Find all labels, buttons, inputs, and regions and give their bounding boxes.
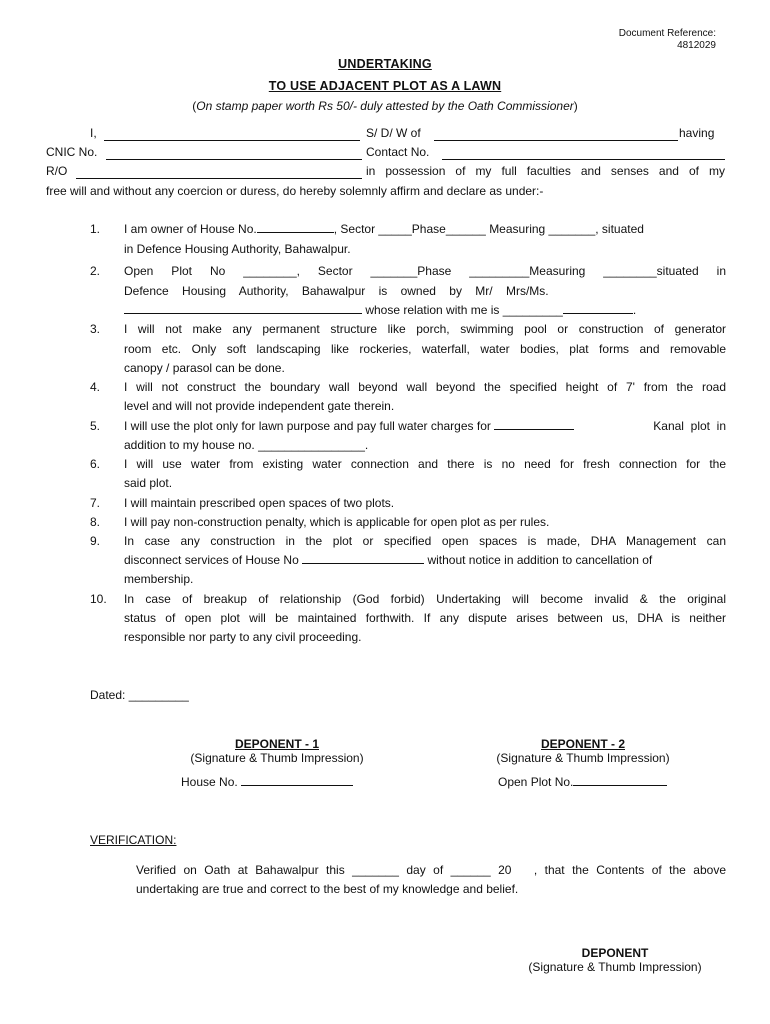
clause-7 xyxy=(0,495,770,511)
document-reference xyxy=(619,28,716,52)
owner-name-blank[interactable] xyxy=(124,302,362,314)
open-plot-no-label: Open Plot No. xyxy=(498,775,574,789)
deponent-1-title: DEPONENT - 1 xyxy=(234,737,319,751)
clause-5-period: . xyxy=(364,438,369,452)
paren-close: ) xyxy=(573,99,578,113)
having-label: having xyxy=(679,126,715,140)
clause-2-line-3 xyxy=(124,302,636,318)
clause-1 xyxy=(0,221,770,237)
open-plot-no-field xyxy=(498,774,667,790)
clause-10-line-1: In case of breakup of relationship (God forbid) Undertaking will become invalid & the original xyxy=(124,592,726,606)
clause-number: 4. xyxy=(90,380,101,394)
clause-4-line-2: level and will not provide independent gate therein. xyxy=(124,399,395,413)
deponent-2-title: DEPONENT - 2 xyxy=(540,737,625,751)
relation-blank[interactable] xyxy=(563,302,633,314)
clause-9-line-2 xyxy=(124,552,726,568)
clause-5-line-2 xyxy=(124,437,726,453)
clause-2-line-2: Defence Housing Authority, Bahawalpur is owned by Mr/ Mrs/Ms. xyxy=(124,284,549,298)
possession-text: in possession of my full faculties and senses and of my xyxy=(366,164,725,178)
name-blank[interactable] xyxy=(104,129,360,141)
clause-6-line-2: said plot. xyxy=(124,476,173,490)
clause-5-line-2-text: addition to my house no. ________________ xyxy=(124,438,365,452)
clause-1-text-b: , Sector _____Phase______ Measuring _______, situated xyxy=(333,222,644,236)
clause-10-line-3: responsible nor party to any civil proceeding. xyxy=(124,630,362,644)
clause-2-relation-text: whose relation with me is _________ xyxy=(365,303,563,317)
clause-6-line-1: I will use water from existing water connection and there is no need for fresh connection for the xyxy=(124,457,726,471)
contact-label: Contact No. xyxy=(366,145,430,159)
document-reference-value: 4812029 xyxy=(677,40,716,51)
clause-number: 7. xyxy=(90,496,101,510)
clause-number: 10. xyxy=(90,592,107,606)
kanal-blank[interactable] xyxy=(494,418,574,430)
clause-7-line-1: I will maintain prescribed open spaces of two plots. xyxy=(124,496,395,510)
clause-5-text-b: Kanal plot in xyxy=(653,419,726,433)
clause-3-line-1: I will not make any permanent structure like porch, swimming pool or construction of generator xyxy=(124,322,726,336)
clause-9-line-3: membership. xyxy=(124,572,194,586)
clause-10 xyxy=(0,591,770,607)
clause-4-line-1: I will not construct the boundary wall beyond wall beyond the specified height of 7' from the road xyxy=(124,380,726,394)
house-no-signature-blank[interactable] xyxy=(241,774,353,786)
clause-number: 1. xyxy=(90,222,101,236)
paren-open: ( xyxy=(192,99,197,113)
clause-6 xyxy=(0,456,770,472)
clause-9-text-a: disconnect services of House No xyxy=(124,553,299,567)
cnic-blank[interactable] xyxy=(106,148,362,160)
clause-number: 9. xyxy=(90,534,101,548)
clause-3-line-3: canopy / parasol can be done. xyxy=(124,361,285,375)
clause-4 xyxy=(0,379,770,395)
clause-number: 3. xyxy=(90,322,101,336)
clause-9 xyxy=(0,533,770,549)
clause-number: 8. xyxy=(90,515,101,529)
house-no-label: House No. xyxy=(181,775,238,789)
house-no-blank[interactable] xyxy=(257,221,334,233)
deponent-1-signature-note: (Signature & Thumb Impression) xyxy=(190,751,364,765)
clause-9-line-1: In case any construction in the plot or specified open spaces is made, DHA Management can xyxy=(124,534,726,548)
clause-2 xyxy=(0,263,770,279)
stamp-paper-note xyxy=(0,99,770,113)
clause-2-period: . xyxy=(632,303,637,317)
deponent-2-signature-note: (Signature & Thumb Impression) xyxy=(496,751,670,765)
verification-line-2: undertaking are true and correct to the best of my knowledge and belief. xyxy=(136,882,519,896)
clause-1-text-a: I am owner of House No. xyxy=(124,222,257,236)
residence-label: R/O xyxy=(46,164,68,178)
verification-heading: VERIFICATION: xyxy=(90,833,177,847)
clause-5-text-a: I will use the plot only for lawn purpose and pay full water charges for xyxy=(124,419,491,433)
clause-8-line-1: I will pay non-construction penalty, which is applicable for open plot as per rules. xyxy=(124,515,550,529)
verification-line-1: Verified on Oath at Bahawalpur this _______ day of ______ 20 , that the Contents of the above xyxy=(136,863,726,877)
sdw-label: S/ D/ W of xyxy=(366,126,421,140)
document-reference-label: Document Reference: xyxy=(618,28,716,39)
clause-8 xyxy=(0,514,770,530)
stamp-paper-note-text: On stamp paper worth Rs 50/- duly attested by the Oath Commissioner xyxy=(196,99,574,113)
clause-1-line-2: in Defence Housing Authority, Bahawalpur. xyxy=(124,242,351,256)
name-label: I, xyxy=(90,126,97,140)
final-deponent xyxy=(500,946,730,974)
deponent-1 xyxy=(167,737,387,765)
parent-name-blank[interactable] xyxy=(434,129,678,141)
clause-9-text-b: without notice in addition to cancellation of xyxy=(427,553,653,567)
dated-field[interactable]: Dated: _________ xyxy=(90,688,189,702)
clause-number: 5. xyxy=(90,419,101,433)
cnic-label: CNIC No. xyxy=(46,145,98,159)
affirm-text: free will and without any coercion or duress, do hereby solemnly affirm and declare as under:- xyxy=(46,184,544,198)
house-no-field xyxy=(181,774,353,790)
document-subtitle: TO USE ADJACENT PLOT AS A LAWN xyxy=(268,79,502,93)
document-title: UNDERTAKING xyxy=(338,57,432,71)
residence-blank[interactable] xyxy=(76,167,362,179)
contact-blank[interactable] xyxy=(442,148,725,160)
disconnect-house-blank[interactable] xyxy=(302,552,424,564)
clause-2-line-1: Open Plot No ________, Sector _______Phase _________Measuring ________situated in xyxy=(124,264,726,278)
clause-10-line-2: status of open plot will be maintained forthwith. If any dispute arises between us, DHA is neither xyxy=(124,611,726,625)
deponent-2 xyxy=(473,737,693,765)
final-deponent-signature-note: (Signature & Thumb Impression) xyxy=(528,960,702,974)
clause-3 xyxy=(0,321,770,337)
final-deponent-title: DEPONENT xyxy=(581,946,649,960)
clause-5 xyxy=(0,418,770,434)
clause-number: 2. xyxy=(90,264,101,278)
clause-number: 6. xyxy=(90,457,101,471)
open-plot-no-blank[interactable] xyxy=(573,774,667,786)
clause-3-line-2: room etc. Only soft landscaping like rockeries, waterfall, water bodies, plat forms and removable xyxy=(124,342,726,356)
